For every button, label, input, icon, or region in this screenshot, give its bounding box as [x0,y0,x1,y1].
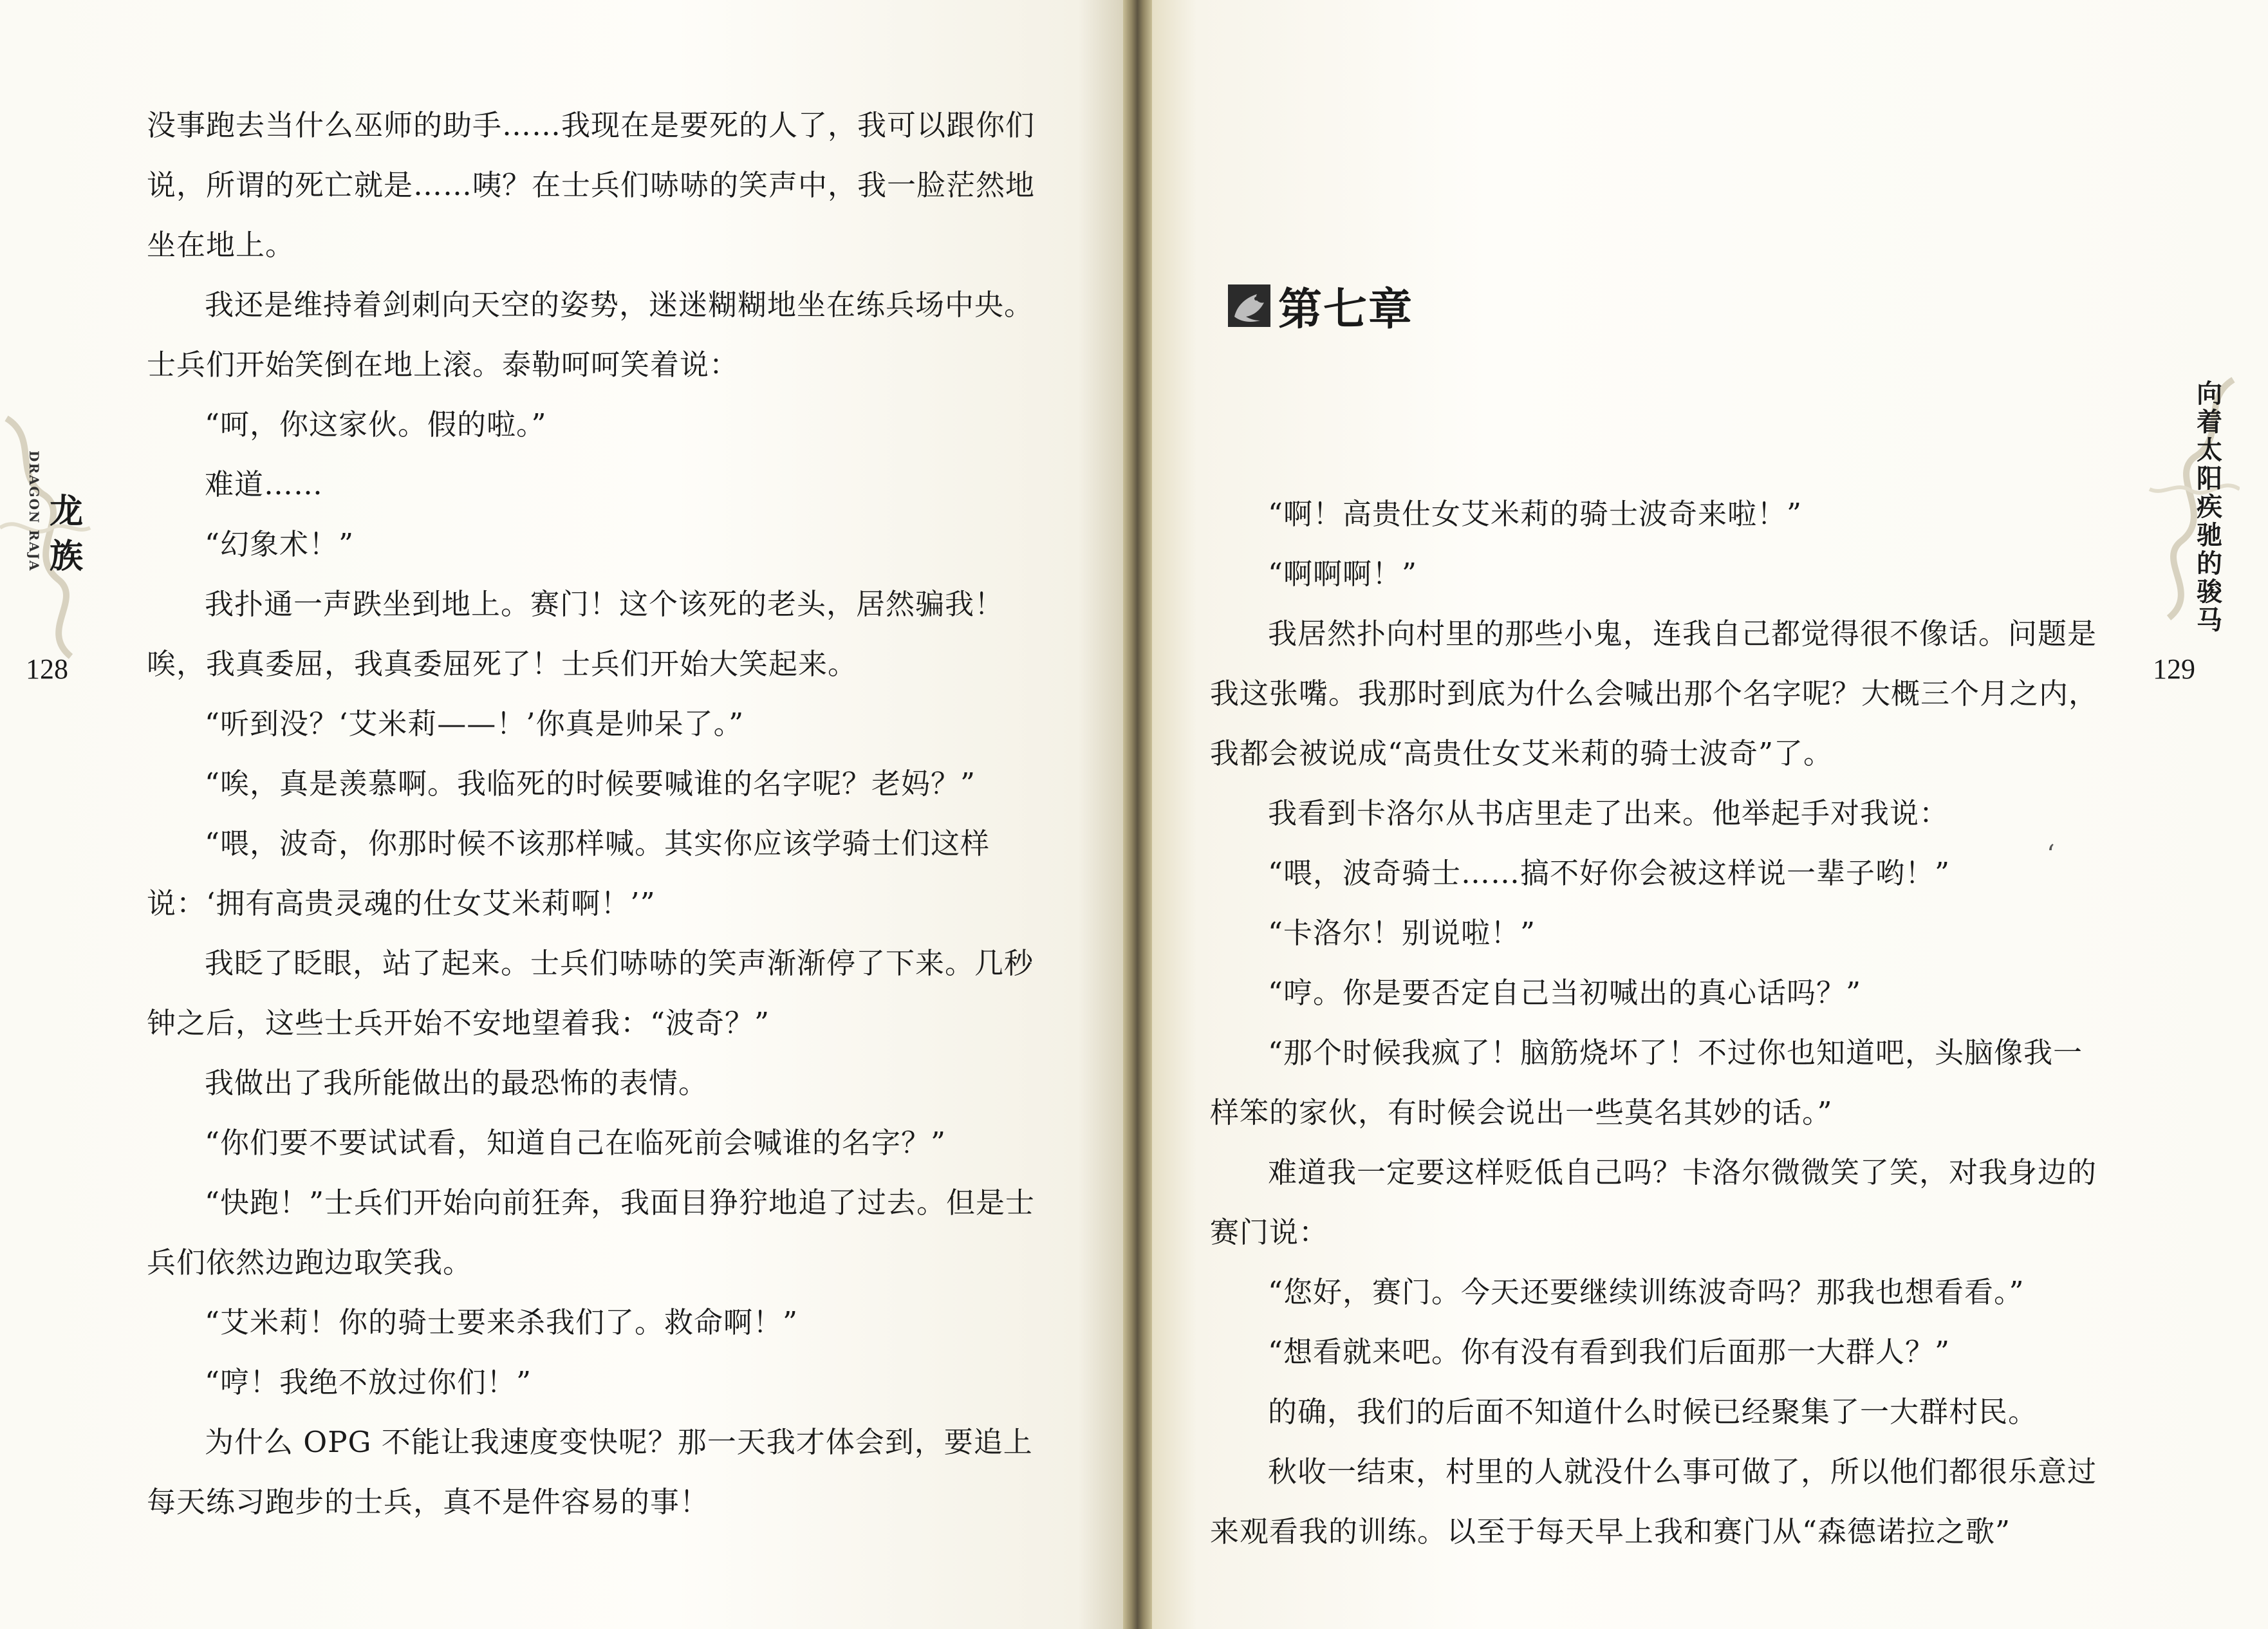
left-paragraph: 我做出了我所能做出的最恐怖的表情。 [205,1066,709,1100]
left-body-text [147,95,1054,1532]
right-paragraph: 我看到卡洛尔从书店里走了出来。他举起手对我说： [1268,796,1949,830]
left-paragraph: “喂，波奇，你那时候不该那样喊。其实你应该学骑士们这样说：‘拥有高贵灵魂的仕女艾米莉啊！’” [147,826,990,920]
book-gutter [1123,0,1152,1629]
right-paragraph: 难道我一定要这样贬低自己吗？卡洛尔微微笑了笑，对我身边的赛门说： [1210,1155,2097,1249]
running-head-latin: DRAGON RAJA [26,451,42,572]
right-body-text [1210,484,2111,1561]
right-paragraph: “啊！高贵仕女艾米莉的骑士波奇来啦！” [1268,497,1803,531]
left-paragraph: 难道…… [205,467,324,501]
left-paragraph: “幻象术！” [205,527,355,561]
right-paragraph: 秋收一结束，村里的人就没什么事可做了，所以他们都很乐意过来观看我的训练。以至于每天早上我和赛门从“森德诺拉之歌” [1210,1455,2097,1549]
stray-ink-mark: ʻ [2047,840,2055,870]
running-head-title: 龙族 [49,492,83,576]
right-paragraph: 我居然扑向村里的那些小鬼，连我自己都觉得很不像话。问题是我这张嘴。我那时到底为什么会喊出那个名字呢？大概三个月之内，我都会被说成“高贵仕女艾米莉的骑士波奇”了。 [1210,617,2099,770]
right-paragraph: “那个时候我疯了！脑筋烧坏了！不过你也知道吧，头脑像我一样笨的家伙，有时候会说出一些莫名其妙的话。” [1210,1036,2083,1130]
left-paragraph: “听到没？‘艾米莉——！’你真是帅呆了。” [205,707,745,741]
dragon-emblem-icon [1228,284,1270,327]
right-paragraph: “您好，赛门。今天还要继续训练波奇吗？那我也想看看。” [1268,1275,2025,1309]
left-paragraph: 为什么 OPG 不能让我速度变快呢？那一天我才体会到，要追上每天练习跑步的士兵，真不是件容易的事！ [147,1425,1033,1519]
right-paragraph: “想看就来吧。你有没有看到我们后面那一大群人？” [1268,1335,1951,1369]
running-head-right: 向着太阳疾驰的骏马 [2197,378,2222,635]
right-paragraph: “喂，波奇骑士……搞不好你会被这样说一辈子哟！” [1268,856,1951,890]
right-paragraph: “卡洛尔！别说啦！” [1268,916,1536,950]
left-paragraph: “唉，真是羡慕啊。我临死的时候要喊谁的名字呢？老妈？” [205,767,976,801]
left-paragraph: 我扑通一声跌坐到地上。赛门！这个该死的老头，居然骗我！唉，我真委屈，我真委屈死了！士兵们开始大笑起来。 [147,587,1005,681]
left-paragraph: 我眨了眨眼，站了起来。士兵们哧哧的笑声渐渐停了下来。几秒钟之后，这些士兵开始不安地望着我：“波奇？” [147,946,1034,1040]
left-paragraph: “你们要不要试试看，知道自己在临死前会喊谁的名字？” [205,1126,947,1160]
left-paragraph: “哼！我绝不放过你们！” [205,1365,532,1399]
left-paragraph: 我还是维持着剑刺向天空的姿势，迷迷糊糊地坐在练兵场中央。士兵们开始笑倒在地上滚。泰勒呵呵笑着说： [147,288,1034,382]
left-paragraph: “艾米莉！你的骑士要来杀我们了。救命啊！” [205,1305,799,1339]
right-paragraph: “啊啊啊！” [1268,557,1418,591]
right-paragraph: 的确，我们的后面不知道什么时候已经聚集了一大群村民。 [1268,1395,2038,1429]
left-paragraph: 没事跑去当什么巫师的助手……我现在是要死的人了，我可以跟你们说，所谓的死亡就是……咦？在士兵们哧哧的笑声中，我一脸茫然地坐在地上。 [147,108,1036,262]
chapter-heading [1228,277,1413,335]
page-number-right: 129 [2153,653,2195,685]
right-paragraph: “哼。你是要否定自己当初喊出的真心话吗？” [1268,976,1862,1010]
left-paragraph: “快跑！”士兵们开始向前狂奔，我面目狰狞地追了过去。但是士兵们依然边跑边取笑我。 [147,1186,1036,1280]
page-number-left: 128 [26,653,68,685]
left-paragraph: “呵，你这家伙。假的啦。” [205,407,547,442]
chapter-title: 第七章 [1278,284,1414,335]
left-page [0,0,1123,1629]
